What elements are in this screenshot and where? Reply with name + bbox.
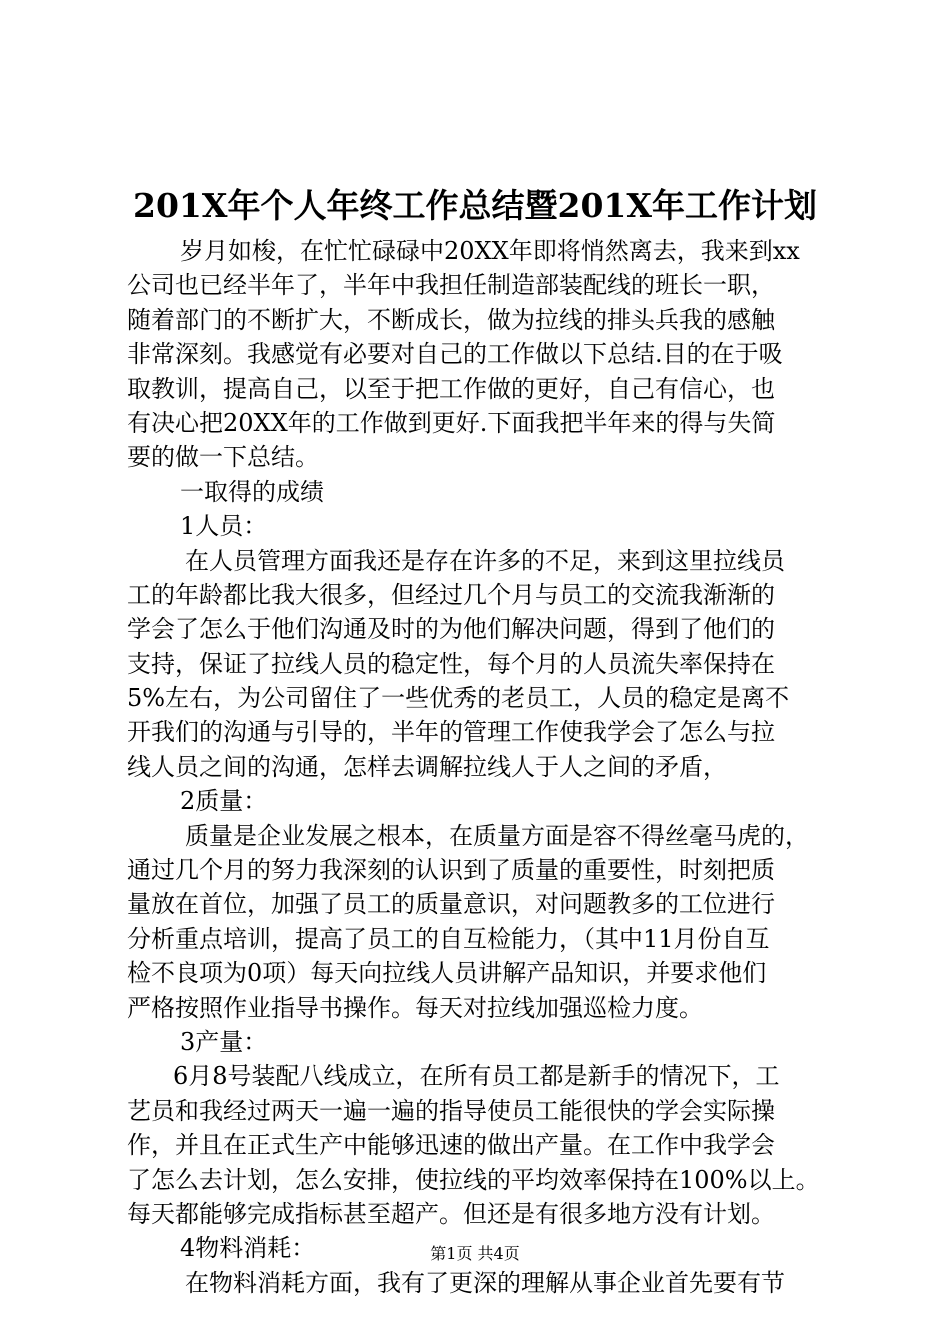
paragraph-line: 支持，保证了拉线人员的稳定性，每个月的人员流失率保持在: [127, 649, 775, 678]
paragraph-line: 有决心把20XX年的工作做到更好.下面我把半年来的得与失简: [127, 408, 776, 437]
paragraph-line: 公司也已经半年了，半年中我担任制造部装配线的班长一职，: [127, 271, 775, 300]
paragraph-line: 通过几个月的努力我深刻的认识到了质量的重要性，时刻把质: [127, 856, 775, 885]
paragraph-line: 学会了怎么于他们沟通及时的为他们解决问题，得到了他们的: [127, 615, 775, 644]
paragraph-line: 非常深刻。我感觉有必要对自己的工作做以下总结.目的在于吸: [127, 340, 783, 369]
page-footer: 第1页 共4页: [430, 1244, 520, 1263]
paragraph-line: 随着部门的不断扩大，不断成长，做为拉线的排头兵我的感触: [127, 305, 775, 334]
paragraph-line: 要的做一下总结。: [127, 443, 319, 472]
paragraph-line: 岁月如梭，在忙忙碌碌中20XX年即将悄然离去，我来到xx: [180, 237, 800, 265]
paragraph-line: 量放在首位，加强了员工的质量意识，对问题教多的工位进行: [127, 890, 775, 919]
paragraph-line: 每天都能够完成指标甚至超产。但还是有很多地方没有计划。: [127, 1199, 775, 1228]
paragraph-line: 线人员之间的沟通，怎样去调解拉线人于人之间的矛盾，: [127, 752, 727, 781]
paragraph-line: 严格按照作业指导书操作。每天对拉线加强巡检力度。: [127, 993, 703, 1022]
document-title: 201X年个人年终工作总结暨201X年工作计划: [133, 186, 817, 225]
paragraph-line: 分析重点培训，提高了员工的自互检能力，（其中11月份自互: [127, 924, 770, 953]
paragraph-line: 工的年龄都比我大很多，但经过几个月与员工的交流我渐渐的: [127, 580, 775, 609]
paragraph-line: 5%左右，为公司留住了一些优秀的老员工，人员的稳定是离不: [127, 684, 790, 713]
subsection-heading: 4物料消耗：: [180, 1234, 316, 1263]
paragraph-line: 了怎么去计划，怎么安排，使拉线的平均效率保持在100%以上。: [127, 1165, 820, 1194]
paragraph-line: 开我们的沟通与引导的，半年的管理工作使我学会了怎么与拉: [127, 718, 775, 747]
subsection-heading: 1人员：: [180, 512, 268, 541]
subsection-heading: 3产量：: [180, 1027, 268, 1056]
paragraph-line: 检不良项为0项）每天向拉线人员讲解产品知识，并要求他们: [127, 959, 767, 988]
paragraph-line: 质量是企业发展之根本，在质量方面是容不得丝毫马虎的，: [185, 821, 809, 850]
paragraph-line: 6月8号装配八线成立，在所有员工都是新手的情况下，工: [173, 1062, 780, 1091]
paragraph-line: 作，并且在正式生产中能够迅速的做出产量。在工作中我学会: [127, 1131, 775, 1160]
paragraph-line: 取教训，提高自己，以至于把工作做的更好，自己有信心，也: [127, 374, 775, 403]
document-body: [127, 234, 839, 1300]
paragraph-line: 艺员和我经过两天一遍一遍的指导使员工能很快的学会实际操: [127, 1096, 775, 1125]
paragraph-line: 在物料消耗方面，我有了更深的理解从事企业首先要有节: [185, 1268, 785, 1297]
section-heading: 一取得的成绩: [180, 477, 324, 506]
subsection-heading: 2质量：: [180, 787, 268, 816]
paragraph-line: 在人员管理方面我还是存在许多的不足，来到这里拉线员: [185, 546, 785, 575]
